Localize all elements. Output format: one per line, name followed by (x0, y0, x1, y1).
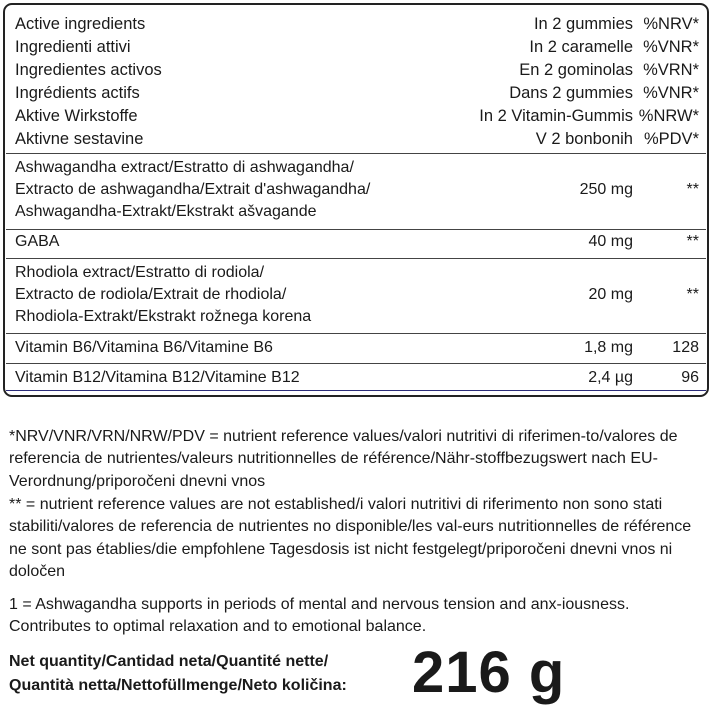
footnote-not-established (9, 494, 704, 583)
header-amount: In 2 gummies (533, 15, 633, 33)
ingredient-amount: 40 mg (588, 233, 633, 250)
header-label: Ingredienti attivi (15, 38, 131, 56)
bottom-rule (6, 390, 706, 391)
ingredient-row-vitamin-b6 (15, 337, 699, 359)
ingredient-row-gaba (15, 231, 699, 253)
ingredient-name (15, 367, 495, 389)
net-quantity-label (9, 650, 347, 698)
row-divider (6, 258, 706, 259)
header-label: Ingrédients actifs (15, 84, 140, 102)
health-claim-text: 1 = Ashwagandha supports in periods of mental and nervous tension and anx-iousness. Contributes to optimal relaxation and to emotional balance. (9, 596, 630, 636)
header-nrv: %PDV* (643, 130, 699, 148)
nutrition-table (3, 3, 709, 397)
ingredient-name-line: Ashwagandha-Extrakt/Ekstrakt ašvagande (15, 203, 317, 220)
header-row (15, 82, 699, 105)
ingredient-name (15, 231, 495, 253)
header-label: Aktive Wirkstoffe (15, 107, 138, 125)
header-row (15, 36, 699, 59)
ingredient-amount: 2,4 µg (588, 369, 633, 386)
ingredient-name-line: Extracto de rodiola/Extrait de rhodiola/ (15, 286, 287, 303)
ingredient-name-line: Vitamin B6/Vitamina B6/Vitamine B6 (15, 339, 273, 356)
ingredient-nrv: 96 (681, 369, 699, 386)
ingredient-amount: 1,8 mg (584, 339, 633, 356)
header-row (15, 59, 699, 82)
header-label: Aktivne sestavine (15, 130, 144, 148)
header-amount: In 2 caramelle (529, 38, 633, 56)
row-divider (6, 229, 706, 230)
ingredient-row-vitamin-b12 (15, 367, 699, 389)
ingredient-name (15, 157, 495, 223)
ingredient-amount: 20 mg (588, 286, 633, 303)
table-header (15, 13, 699, 151)
net-quantity-label-line: Net quantity/Cantidad neta/Quantité nette/ (9, 653, 329, 670)
header-nrv: %NRW* (638, 107, 699, 125)
row-divider (6, 153, 706, 154)
net-quantity-label-line: Quantità netta/Nettofüllmenge/Neto količina: (9, 677, 347, 694)
ingredient-nrv: ** (686, 233, 699, 250)
header-nrv: %VNR* (643, 38, 699, 56)
footnote-nrv-text: *NRV/VNR/VRN/NRW/PDV = nutrient reference values/valori nutritivi di riferimen-to/valores de referencia de nutrientes/valeurs nutritionnelles de référence/Nähr-stoffbezugswert nach EU-Verordnung/priporočeni dnevni vnos (9, 428, 678, 490)
ingredient-name-line: Vitamin B12/Vitamina B12/Vitamine B12 (15, 369, 300, 386)
ingredient-name (15, 262, 495, 328)
footnote-nrv (9, 426, 704, 493)
header-row (15, 13, 699, 36)
ingredient-row-ashwagandha (15, 157, 699, 225)
ingredient-name-line: Extracto de ashwagandha/Extrait d'ashwagandha/ (15, 181, 371, 198)
header-amount: En 2 gominolas (519, 61, 633, 79)
header-nrv: %VNR* (643, 84, 699, 102)
ingredient-name-line: Rhodiola-Extrakt/Ekstrakt rožnega korena (15, 308, 312, 325)
header-row (15, 128, 699, 151)
header-label: Ingredientes activos (15, 61, 162, 79)
ingredient-name-line: Ashwagandha extract/Estratto di ashwagandha/ (15, 159, 354, 176)
ingredient-nrv: ** (686, 181, 699, 198)
ingredient-nrv: 128 (672, 339, 699, 356)
row-divider (6, 363, 706, 364)
header-row (15, 105, 699, 128)
header-amount: Dans 2 gummies (509, 84, 633, 102)
net-quantity-value: 216 g (412, 640, 566, 705)
header-label: Active ingredients (15, 15, 146, 33)
health-claim (9, 594, 704, 639)
footnote-not-established-text: ** = nutrient reference values are not established/i valori nutritivi di riferimento non sono stati stabiliti/valores de referencia de nutrientes no disponible/les val-eurs nutritionnelles de référence ne sont pas établies/die empfohlene Tagesdosis ist nicht festgelegt/priporočeni dnevni vnos ni določen (9, 496, 692, 580)
ingredient-name (15, 337, 495, 359)
ingredient-amount: 250 mg (579, 181, 633, 198)
ingredient-row-rhodiola (15, 262, 699, 330)
header-amount: V 2 bonbonih (535, 130, 633, 148)
ingredient-name-line: Rhodiola extract/Estratto di rodiola/ (15, 264, 265, 281)
header-nrv: %NRV* (643, 15, 699, 33)
header-amount: In 2 Vitamin-Gummis (479, 107, 633, 125)
header-nrv: %VRN* (643, 61, 699, 79)
ingredient-nrv: ** (686, 286, 699, 303)
ingredient-name-line: GABA (15, 233, 60, 250)
row-divider (6, 333, 706, 334)
